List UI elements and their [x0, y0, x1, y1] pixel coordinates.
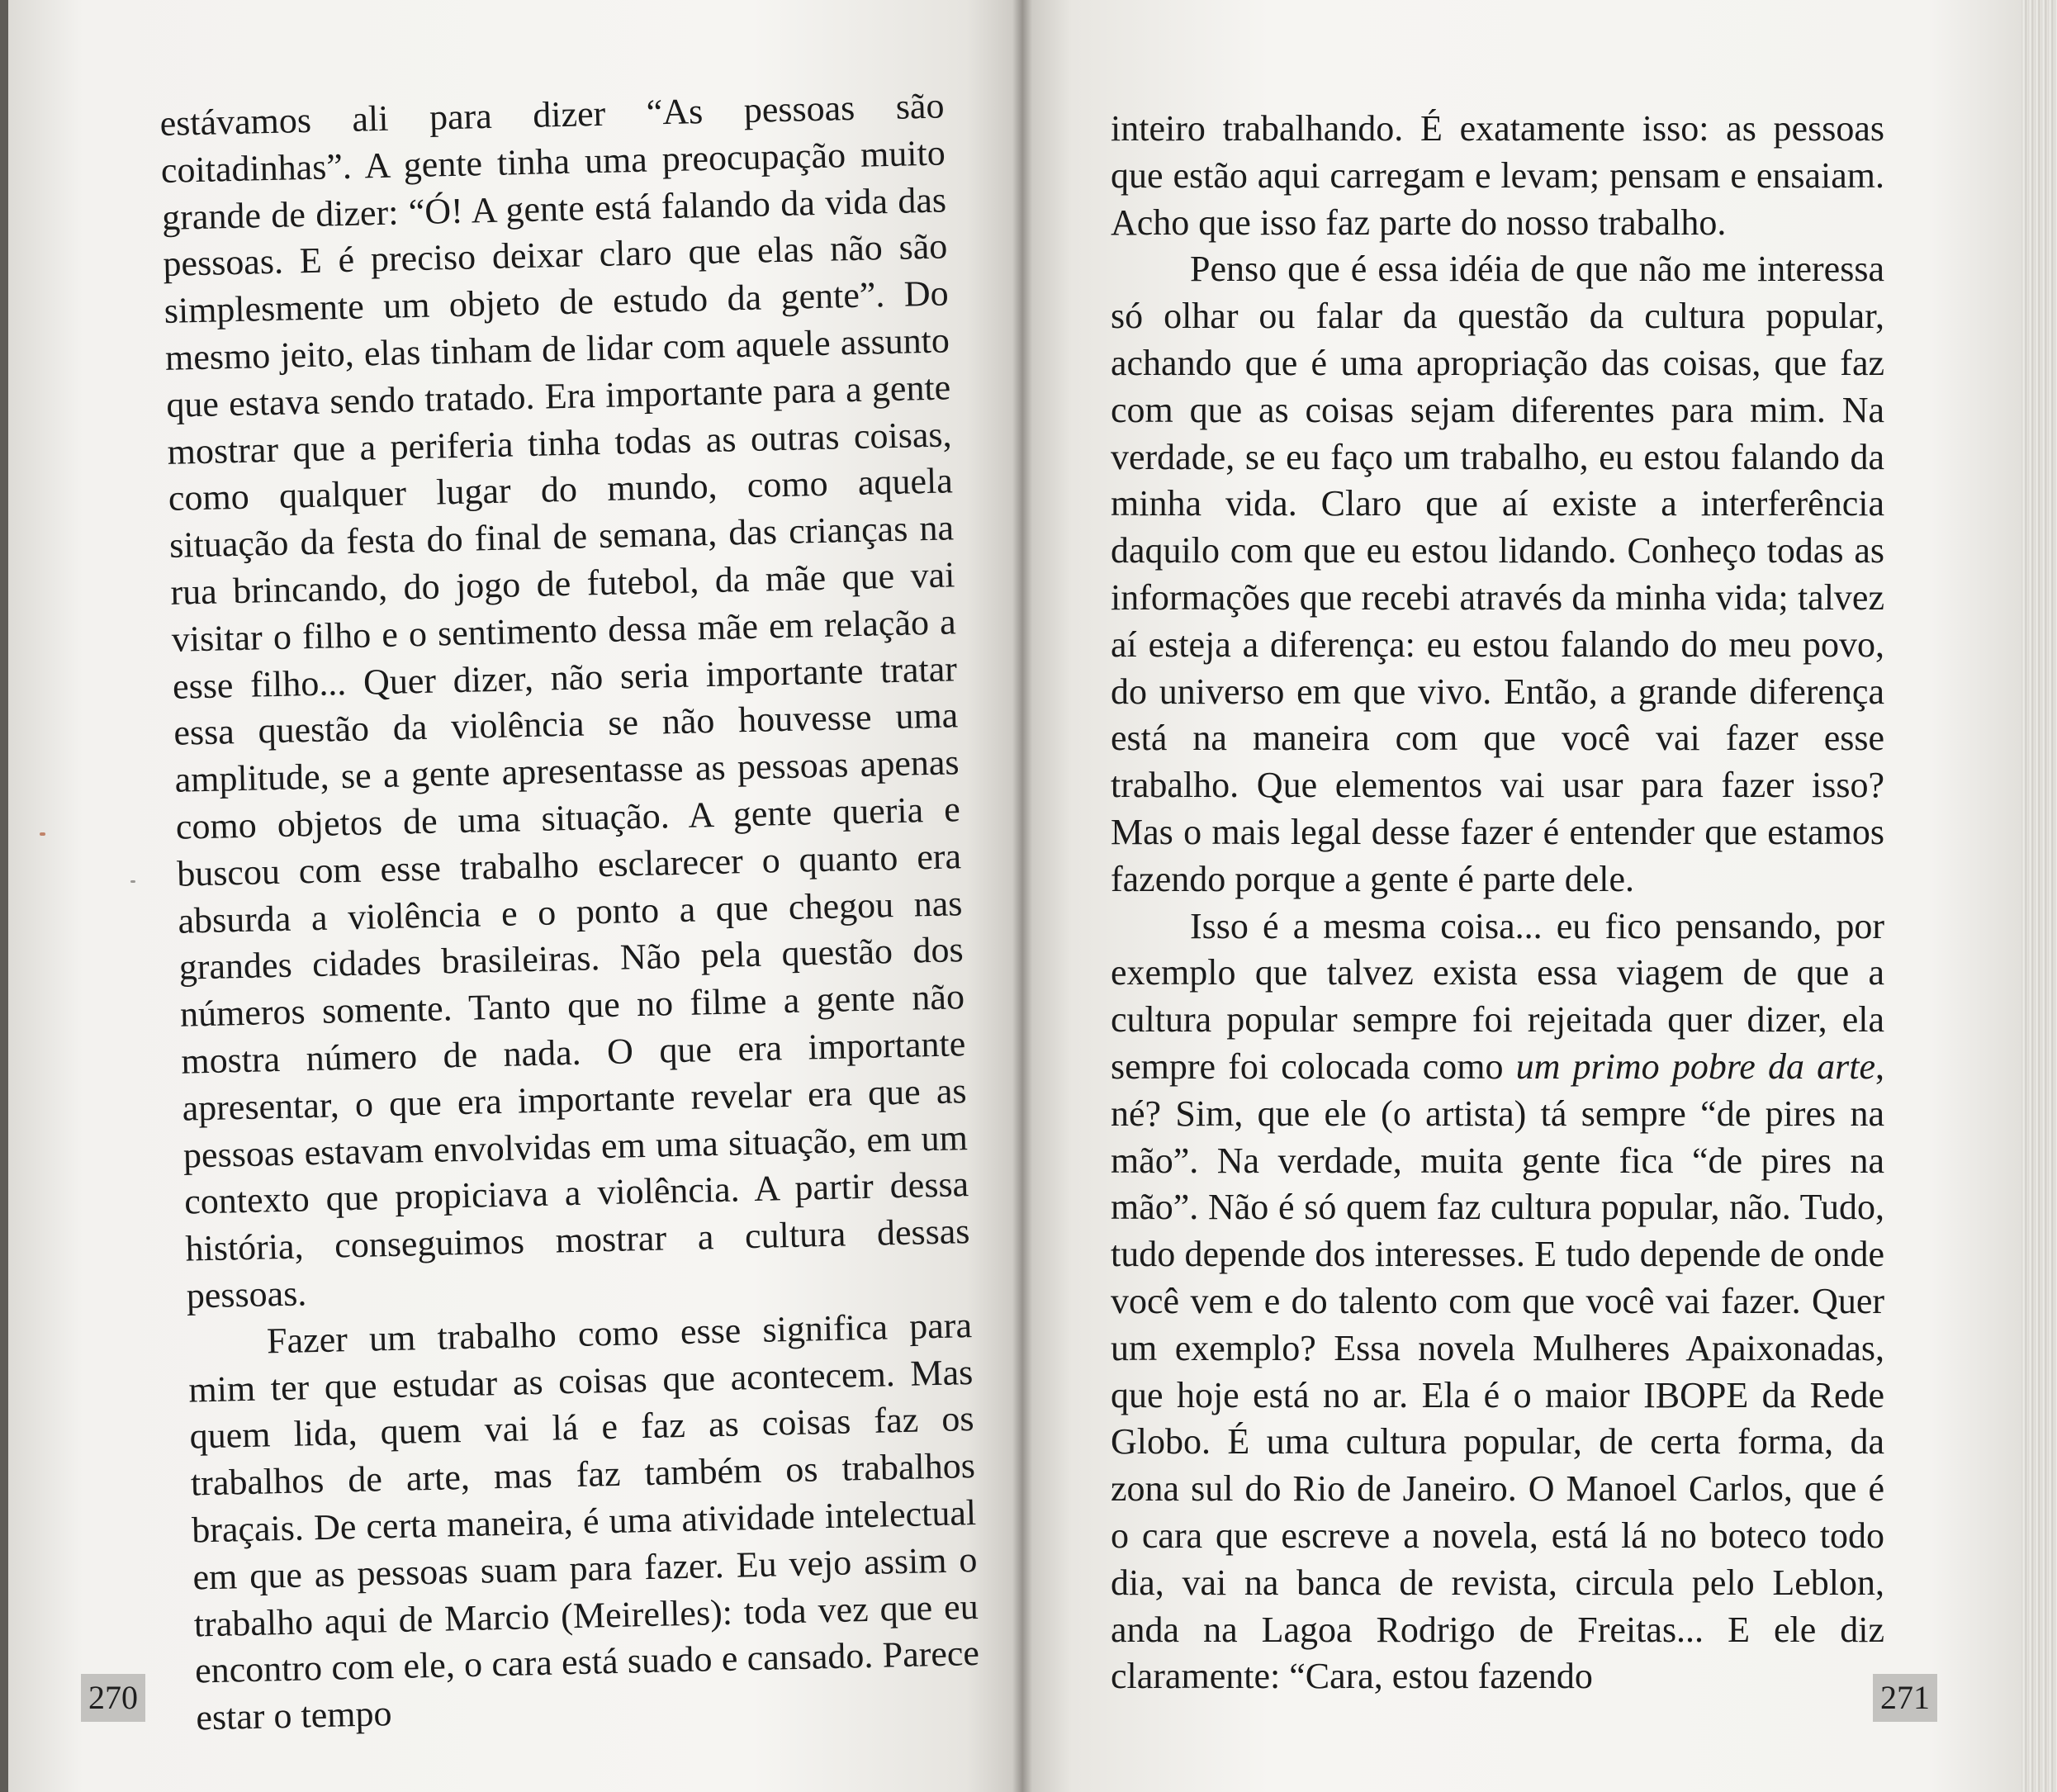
italic-phrase: um primo pobre da arte [1515, 1045, 1876, 1087]
paragraph-3-text-start: Isso é a mesma coisa... eu fico pensando, por exemplo que talvez exista essa viagem de que a cultura popular sempre foi rejeitada quer dizer, ela sempre foi colocada como [1111, 905, 1884, 1087]
page-edges [2021, 0, 2057, 1792]
left-page-text [159, 83, 981, 1742]
left-paragraph-2: Fazer um trabalho como esse significa para mim ter que estudar as coisas que acontecem. Mas quem lida, quem vai lá e faz as coisas faz os trabalhos de arte, mas faz também os trabalhos braçais. De certa maneira, é uma atividade intelectual em que as pessoas suam para fazer. Eu vejo assim o trabalho aqui de Marcio (Meirelles): toda vez que eu encontro com ele, o cara está suado e cansado. Parece estar o tempo [187, 1304, 980, 1738]
right-paragraph-3 [1111, 903, 1884, 1701]
ink-mark [40, 832, 45, 836]
right-paragraph-1: inteiro trabalhando. É exatamente isso: as pessoas que estão aqui carregam e levam; pensam e ensaiam. Acho que isso faz parte do nosso trabalho. [1111, 108, 1884, 243]
page-number: 271 [1873, 1674, 1937, 1722]
left-paragraph-1: estávamos ali para dizer “As pessoas são coitadinhas”. A gente tinha uma preocupação muito grande de dizer: “Ó! A gente está falando da vida das pessoas. E é preciso deixar claro que elas não são simplesmente um objeto de estudo da gente”. Do mesmo jeito, elas tinham de lidar com aquele assunto que estava sendo tratado. Era importante para a gente mostrar que a periferia tinha todas as outras coisas, como qualquer lugar do mundo, como aquela situação da festa do final de semana, das crianças na rua brincando, do jogo de futebol, da mãe que vai visitar o filho e o sentimento dessa mãe em relação a esse filho... Quer dizer, não seria importante tratar essa questão da violência se não houvesse uma amplitude, se a gente apresentasse as pessoas apenas como objetos de uma situação. A gente queria e buscou com esse trabalho esclarecer o quanto era absurda a violência e o ponto a que chegou nas grandes cidades brasileiras. Não pela questão dos números somente. Tanto que no filme a gente não mostra número de nada. O que era importante apresentar, o que era importante revelar era que as pessoas estavam envolvidas em uma situação, em um contexto que propiciava a violência. A partir dessa história, conseguimos mostrar a cultura dessas pessoas. [159, 85, 970, 1316]
right-page [1022, 0, 2021, 1792]
right-page-text [1111, 106, 1884, 1700]
ink-mark [130, 880, 135, 883]
paragraph-3-text-end: , né? Sim, que ele (o artista) tá sempre “de pires na mão”. Na verdade, muita gente fica “de pires na mão”. Não é só quem faz cultura popular, não. Tudo, tudo depende dos interesses. E tudo depende de onde você vem e do talento com que você vai fazer. Quer um exemplo? Essa novela Mulheres Apaixonadas, que hoje está no ar. Ela é o maior IBOPE da Rede Globo. É uma cultura popular, de certa forma, da zona sul do Rio de Janeiro. O Manoel Carlos, que é o cara que escreve a novela, está lá no boteco todo dia, vai na banca de revista, circula pelo Leblon, anda na Lagoa Rodrigo de Freitas... E ele diz claramente: “Cara, estou fazendo [1111, 1045, 1885, 1697]
book-gutter [1012, 0, 1032, 1792]
right-paragraph-2: Penso que é essa idéia de que não me interessa só olhar ou falar da questão da cultura popular, achando que é uma apropriação das coisas, que faz com que as coisas sejam diferentes para mim. Na verdade, se eu faço um trabalho, eu estou falando da minha vida. Claro que aí existe a interferência daquilo com que eu estou lidando. Conheço todas as informações que recebi através da minha vida; talvez aí esteja a diferença: eu estou falando do meu povo, do universo em que vivo. Então, a grande diferença está na maneira com que você vai fazer esse trabalho. Que elementos vai usar para fazer isso? Mas o mais legal desse fazer é entender que estamos fazendo porque a gente é parte dele. [1111, 249, 1884, 899]
left-page [8, 0, 1022, 1792]
page-number: 270 [81, 1674, 145, 1722]
